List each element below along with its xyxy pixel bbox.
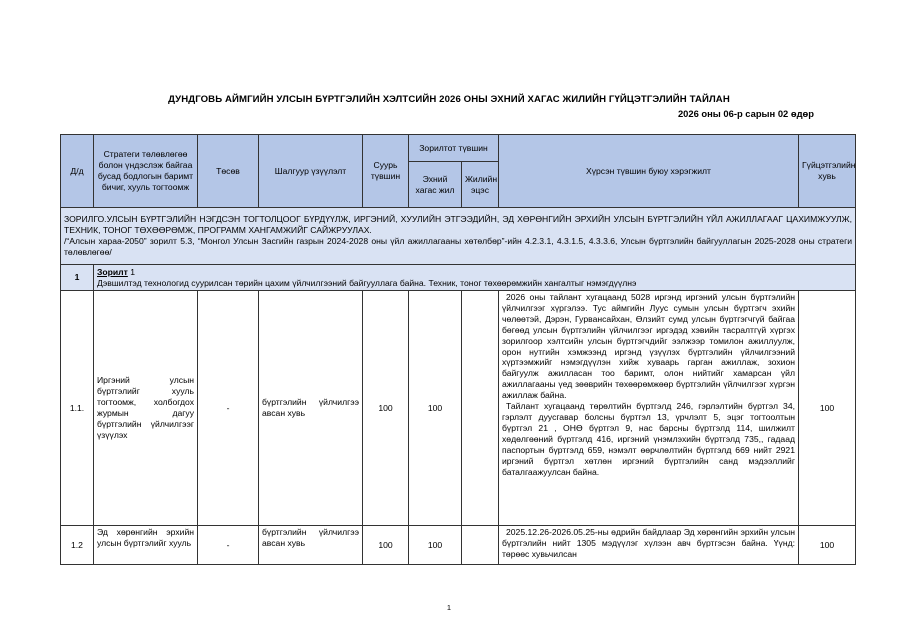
page-number: 1: [446, 603, 452, 612]
objective-row: [61, 265, 856, 291]
row-achieved-p1: 2025.12.26-2026.05.25-ны өдрийн байдлаар Эд хөрөнгийн эрхийн улсын бүртгэлийн нийт 1305 мэдүүлэг хүлээн авч бүртгэсэн байна. Үүнд: төрөөс хувьчилсан: [502, 527, 795, 559]
col-target-half: Эхний хагас жил: [409, 162, 462, 208]
col-baseline: Суурь түвшин: [363, 135, 409, 208]
row-achieved: [499, 526, 799, 565]
goal-heading: ЗОРИЛГО.УЛСЫН БҮРТГЭЛИЙН НЭГДСЭН ТОГТОЛЦООГ БҮРДҮҮЛЖ, ИРГЭНИЙ, ХУУЛИЙН ЭТГЭЭДИЙН, ЭД ХӨРӨНГИЙН ЭРХИЙН УЛСЫН БҮРТГЭЛИЙН ҮЙЛ АЖИЛЛАГААГ ЦАХИМЖУУЛЖ, ТЕХНИК, ТОНОГ ТӨХӨӨРӨМЖ, ПРОГРАММ ХАНГАМЖИЙГ САЙЖРУУЛАХ.: [64, 214, 852, 236]
report-date: 2026 оны 06-р сарын 02 өдөр: [677, 108, 814, 119]
report-table: [60, 134, 856, 565]
row-budget: -: [198, 526, 259, 565]
col-no: Д/д: [61, 135, 94, 208]
col-strategy: Стратеги төлөвлөгөө болон үндэслэж байгаа бусад бодлогын баримт бичиг, хууль тогтоомж: [94, 135, 198, 208]
row-target-half: 100: [409, 526, 462, 565]
goal-row: [61, 208, 856, 265]
row-strategy: Иргэний улсын бүртгэлийг хууль тогтоомж, холбогдох журмын дагуу бүртгэлийн үйлчилгээг үзүүлэх: [94, 291, 198, 526]
row-achieved-p2: Тайлант хугацаанд төрөлтийн бүртгэлд 246, гэрлэлтийн бүртгэл 34, гэрлэлт дуусгавар болсны бүртгэл 13, үрчлэлт 5, эцэг тогтоолтын бүртгэл 21 , ОНӨ бүртгэл 9, нас барсны бүртгэлд 114, шилжилт хөдөлгөөний бүртгэлд 416, иргэний үнэмлэхийн бүртгэлд 735,, гадаад паспортын бүртгэлд 659, нэмэлт өөрчлөлтийн бүртгэлд 669 нийт 2921 иргэний бүртгэл хөтлөн иргэний бүртгэлийн санд мэдээллийг баталгаажуулсан байна.: [502, 401, 795, 477]
row-baseline: 100: [363, 526, 409, 565]
col-achieved: Хүрсэн түвшин буюу хэрэгжилт: [499, 135, 799, 208]
row-no: 1.1.: [61, 291, 94, 526]
row-criteria: бүртгэлийн үйлчилгээ авсан хувь: [259, 526, 363, 565]
objective-label-num: 1: [130, 266, 136, 277]
row-target-year: [462, 526, 499, 565]
row-baseline: 100: [363, 291, 409, 526]
row-performance: 100: [799, 291, 856, 526]
col-budget: Төсөв: [198, 135, 259, 208]
objective-label: Зорилт: [97, 266, 128, 277]
row-achieved-p1: 2026 оны тайлант хугацаанд 5028 иргэнд иргэний улсын бүртгэлийн үйлчилгээг хүргэлээ. Тус аймгийн Луус сумын улсын бүртгэгч эхийн чөлөөтэй, Дэрэн, Гурвансайхан, Өлзийт сумд улсын бүртгэгчгүй байгаа бөгөөд улсын бүртгэлийн үйлчилгээг иргэдэд хэвийн тасралтгүй хүргэх зорилгоор хэлтсийн улсын бүртгэгчдийг ээлжээр томилон ажиллуулж, орон нутгийн хэмжээнд иргэнд үзүүлэх бүртгэлийн үйлчилгээний хүртээмжийг нэмэгдүүлэн хийж хуваарь гарган ажиллаж, зохион байгуулж ажилласан тоо баримт, олон нийтийг хамарсан үйл ажиллагааны үед зөөврийн төхөөрөмжөөр бүртгэлийн үйлчилгээг хүргэн ажиллаж байна.: [502, 292, 795, 401]
goal-reference: /“Алсын хараа-2050” зорилт 5.3, “Монгол Улсын Засгийн газрын 2024-2028 оны үйл ажиллагааны хөтөлбөр”-ийн 4.2.3.1, 4.3.1.5, 4.3.3.6, Улсын бүртгэлийн байгууллагын 2025-2028 оны стратеги төлөвлөгөө/: [64, 236, 852, 257]
row-criteria: бүртгэлийн үйлчилгээ авсан хувь: [259, 291, 363, 526]
objective-text: Дэвшилтэд технологид суурилсан төрийн цахим үйлчилгээний байгууллага байна. Техник, тоног төхөөрөмжийн хангалтыг нэмэгдүүлнэ: [97, 277, 637, 288]
table-row: [61, 526, 856, 565]
header-row: [61, 135, 856, 162]
col-criteria: Шалгуур үзүүлэлт: [259, 135, 363, 208]
report-title: ДУНДГОВЬ АЙМГИЙН УЛСЫН БҮРТГЭЛИЙН ХЭЛТСИЙН 2026 ОНЫ ЭХНИЙ ХАГАС ЖИЛИЙН ГҮЙЦЭТГЭЛИЙН ТАЙЛАН: [168, 94, 730, 105]
row-target-year: [462, 291, 499, 526]
objective-number: 1: [61, 265, 94, 291]
col-target-year: Жилийн эцэс: [462, 162, 499, 208]
row-performance: 100: [799, 526, 856, 565]
table-row: [61, 291, 856, 526]
row-strategy: Эд хөрөнгийн эрхийн улсын бүртгэлийг хууль: [94, 526, 198, 565]
col-target-group: Зорилтот түвшин: [409, 135, 499, 162]
goal-cell: [61, 208, 856, 265]
row-target-half: 100: [409, 291, 462, 526]
col-performance: Гүйцэтгэлийн хувь: [799, 135, 856, 208]
objective-cell: [94, 265, 856, 291]
row-achieved: [499, 291, 799, 526]
row-budget: -: [198, 291, 259, 526]
row-no: 1.2: [61, 526, 94, 565]
